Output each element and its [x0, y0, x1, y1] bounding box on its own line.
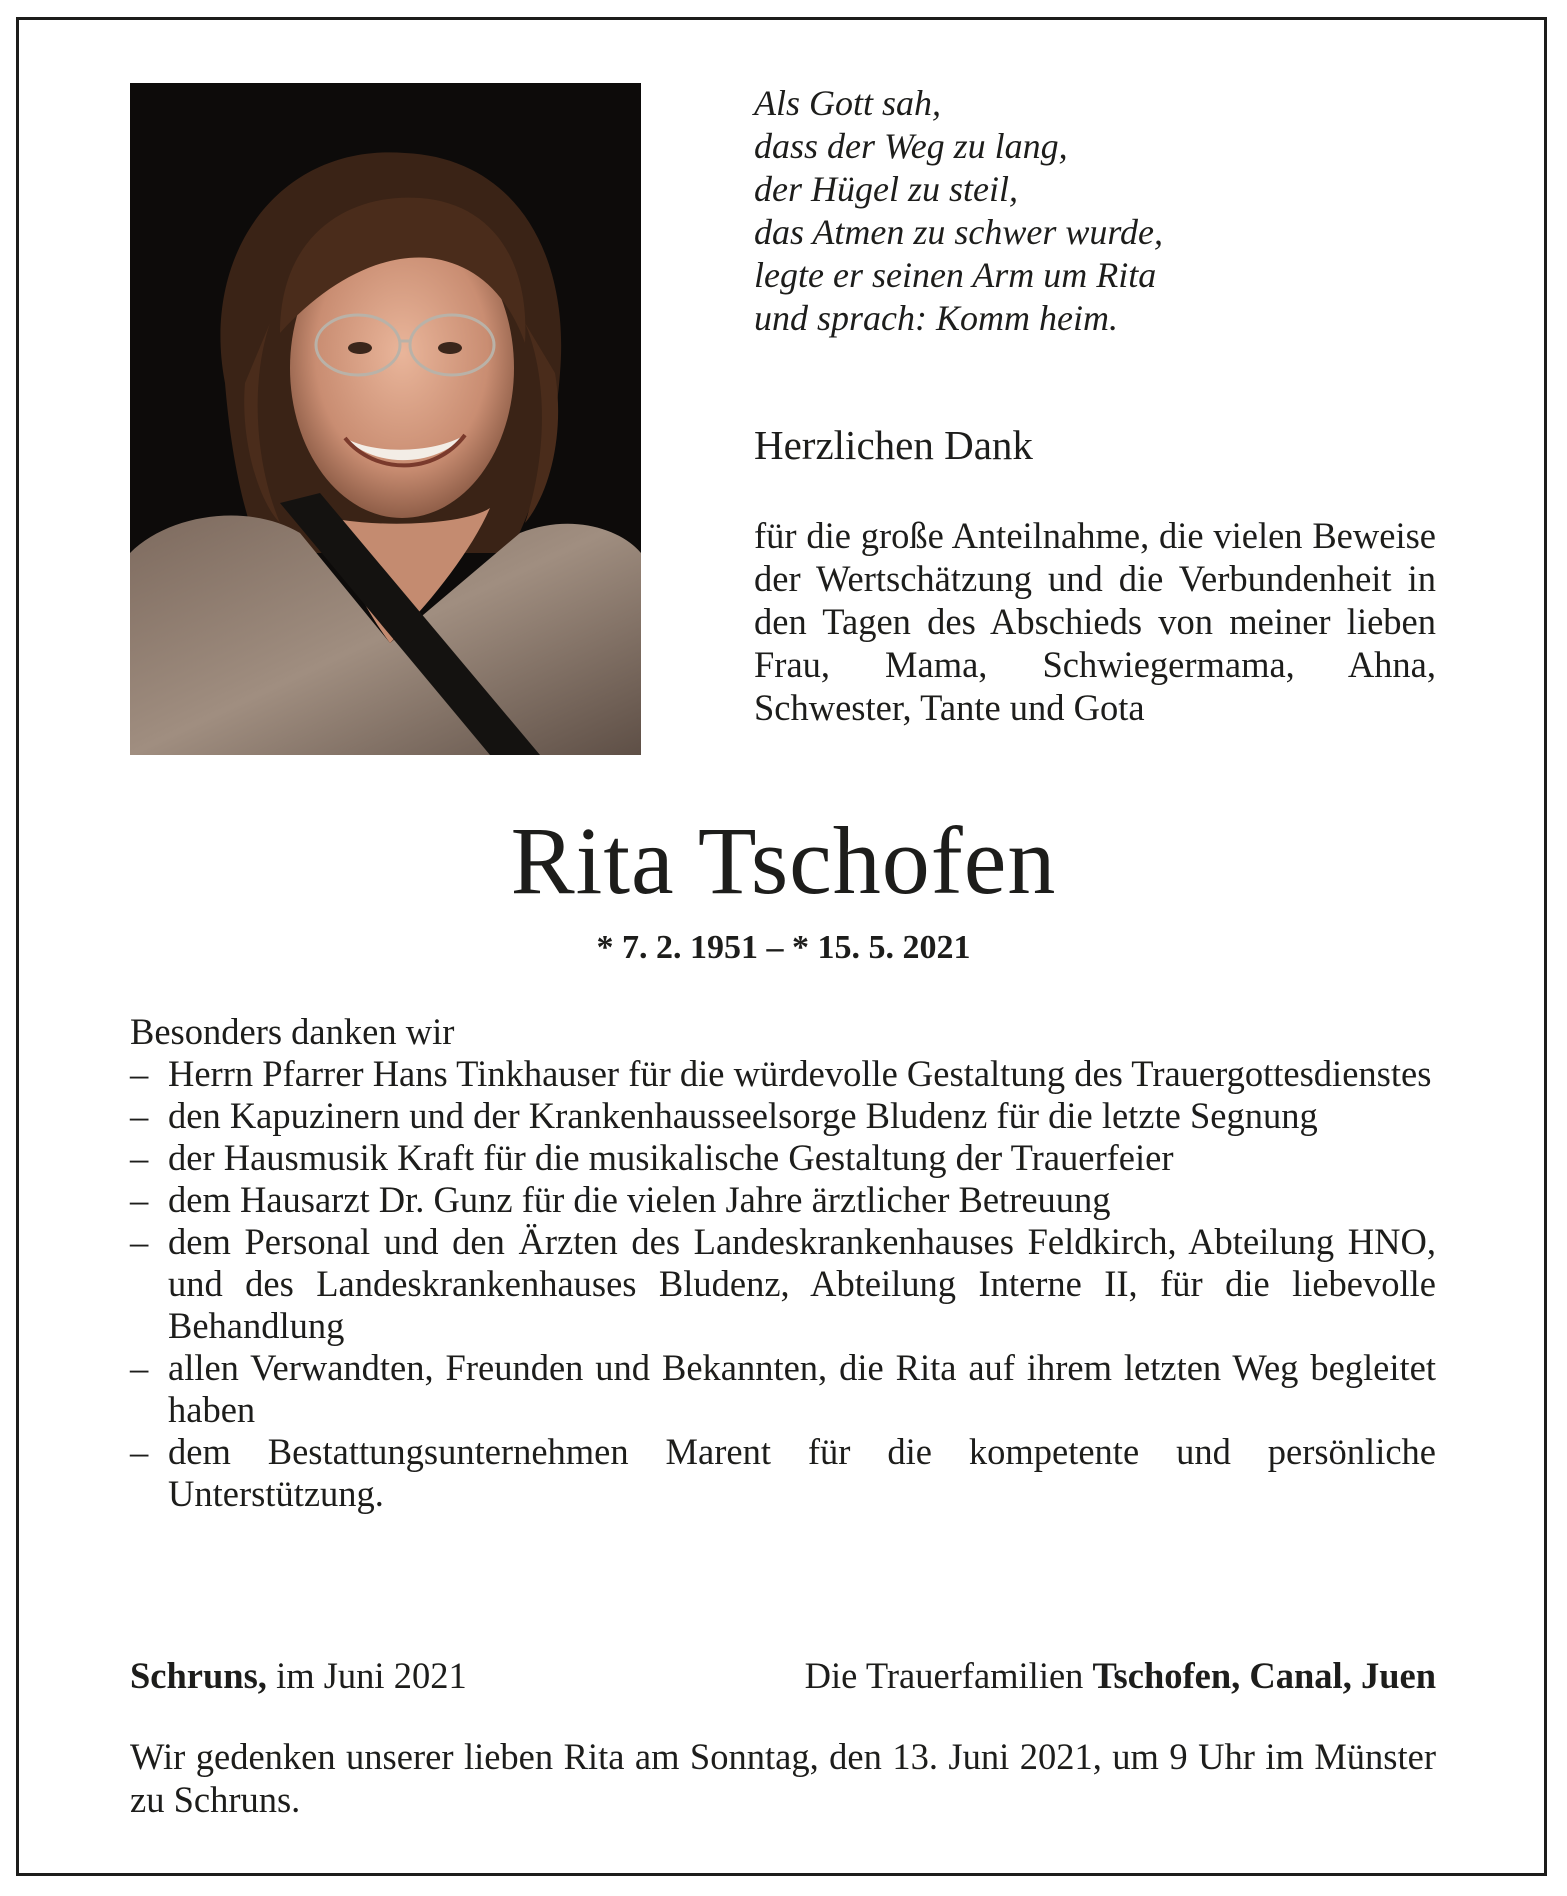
thanks-title: Herzlichen Dank: [754, 422, 1033, 468]
list-item-text: der Hausmusik Kraft für die musikalische Gestaltung der Trauerfeier: [168, 1137, 1174, 1178]
families: [805, 1653, 1436, 1698]
signature-row: [130, 1653, 1436, 1698]
list-item-text: dem Bestattungsunternehmen Marent für die kompetente und persönliche Unterstützung.: [168, 1431, 1436, 1514]
families-prefix: Die Trauerfamilien: [804, 1655, 1093, 1696]
poem-line: Als Gott sah,: [754, 83, 942, 123]
poem-line: und sprach: Komm heim.: [754, 298, 1118, 338]
families-names: Tschofen, Canal, Juen: [1092, 1655, 1436, 1696]
portrait-photo: [130, 83, 641, 755]
list-item: [130, 1179, 1436, 1221]
dash-bullet: –: [130, 1431, 149, 1472]
list-item-text: Herrn Pfarrer Hans Tinkhauser für die würdevolle Gestaltung des Trauergottesdienstes: [168, 1053, 1432, 1094]
poem-line: das Atmen zu schwer wurde,: [754, 212, 1163, 252]
dash-bullet: –: [130, 1095, 149, 1136]
memorial-notice: Wir gedenken unserer lieben Rita am Sonntag, den 13. Juni 2021, um 9 Uhr im Münster zu Schruns.: [130, 1736, 1436, 1820]
special-thanks-list: [130, 1053, 1436, 1515]
thanks-text: für die große Anteilnahme, die vielen Beweise der Wertschätzung und die Verbundenheit in den Tagen des Abschieds von meiner lieben Frau, Mama, Schwiegermama, Ahna, Schwester, Tante und Gota: [754, 515, 1436, 728]
list-item: [130, 1095, 1436, 1137]
list-item: [130, 1347, 1436, 1431]
deceased-name: Rita Tschofen: [510, 807, 1057, 914]
dash-bullet: –: [130, 1347, 149, 1388]
date: im Juni 2021: [266, 1655, 467, 1696]
list-item-text: den Kapuzinern und der Krankenhausseelsorge Bludenz für die letzte Segnung: [168, 1095, 1318, 1136]
list-item-text: allen Verwandten, Freunden und Bekannten, die Rita auf ihrem letzten Weg begleitet haben: [168, 1347, 1436, 1430]
poem-line: legte er seinen Arm um Rita: [754, 255, 1157, 295]
list-item-text: dem Personal und den Ärzten des Landeskrankenhauses Feldkirch, Abteilung HNO, und des Landeskrankenhauses Bludenz, Abteilung Interne II, für die liebevolle Behandlung: [168, 1221, 1436, 1346]
dash-bullet: –: [130, 1053, 149, 1094]
poem-line: der Hügel zu steil,: [754, 169, 1018, 209]
place-date: [130, 1653, 467, 1698]
dash-bullet: –: [130, 1221, 149, 1262]
dash-bullet: –: [130, 1179, 149, 1220]
dash-bullet: –: [130, 1137, 149, 1178]
list-item: [130, 1137, 1436, 1179]
list-item: [130, 1221, 1436, 1347]
list-item-text: dem Hausarzt Dr. Gunz für die vielen Jahre ärztlicher Betreuung: [168, 1179, 1111, 1220]
list-item: [130, 1431, 1436, 1515]
place: Schruns,: [130, 1655, 267, 1696]
life-dates: * 7. 2. 1951 – * 15. 5. 2021: [596, 929, 971, 966]
poem-line: dass der Weg zu lang,: [754, 126, 1068, 166]
list-item: [130, 1053, 1436, 1095]
special-thanks-heading: Besonders danken wir: [130, 1011, 455, 1052]
poem: [754, 82, 1454, 340]
